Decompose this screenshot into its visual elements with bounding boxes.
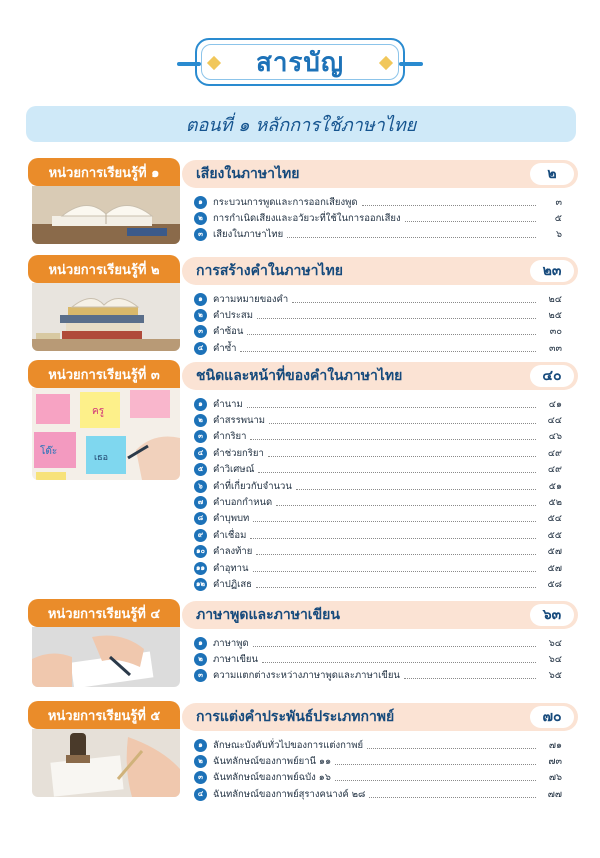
item-page: ๕๗ — [547, 546, 562, 558]
list-item[interactable] — [194, 753, 562, 769]
leader-dots — [335, 780, 536, 781]
right-ornament — [399, 62, 423, 66]
item-page: ๓๐ — [549, 326, 562, 338]
list-item[interactable] — [194, 770, 562, 786]
list-item[interactable] — [194, 527, 562, 543]
unit-4-topic-list — [194, 635, 562, 684]
leader-dots — [253, 646, 536, 647]
item-label: คำที่เกี่ยวกับจำนวน — [213, 480, 292, 492]
title-frame — [195, 38, 405, 86]
item-label: คำวิเศษณ์ — [213, 464, 255, 476]
leader-dots — [369, 797, 536, 798]
item-page: ๕๔ — [547, 513, 562, 525]
item-label: ความหมายของคำ — [213, 293, 289, 305]
item-number-badge: ๓ — [194, 669, 207, 682]
item-label: คำสรรพนาม — [213, 415, 266, 427]
note-word: เธอ — [94, 453, 108, 463]
list-item[interactable] — [194, 560, 562, 576]
list-item[interactable] — [194, 737, 562, 753]
list-item[interactable] — [194, 194, 562, 210]
item-page: ๕๗ — [547, 562, 562, 574]
leader-dots — [250, 538, 536, 539]
leader-dots — [253, 571, 537, 572]
unit-title[interactable]: ชนิดและหน้าที่ของคำในภาษาไทย — [196, 368, 403, 384]
item-label: ภาษาเขียน — [213, 654, 258, 666]
item-label: คำกริยา — [213, 431, 247, 443]
item-page: ๕๕ — [547, 529, 562, 541]
leader-dots — [256, 587, 536, 588]
item-label: คำอุทาน — [213, 562, 249, 574]
leader-dots — [262, 662, 536, 663]
item-number-badge: ๕ — [194, 463, 207, 476]
item-page: ๖๔ — [548, 654, 562, 666]
list-item[interactable] — [194, 210, 562, 226]
unit-tab — [28, 255, 180, 283]
item-number-badge: ๑๑ — [194, 562, 207, 575]
item-number-badge: ๓ — [194, 228, 207, 241]
item-number-badge: ๔ — [194, 447, 207, 460]
unit-5-image — [32, 729, 180, 797]
item-number-badge: ๒ — [194, 212, 207, 225]
leader-dots — [240, 351, 536, 352]
list-item[interactable] — [194, 511, 562, 527]
list-item[interactable] — [194, 291, 562, 307]
unit-tab-label: หน่วยการเรียนรู้ที่ ๔ — [47, 606, 161, 622]
list-item[interactable] — [194, 412, 562, 428]
unit-tab — [28, 158, 180, 186]
unit-page-number: ๒ — [530, 163, 574, 185]
item-page: ๕๒ — [548, 497, 562, 509]
unit-section-1 — [26, 158, 578, 248]
page-title: สารบัญ — [255, 47, 345, 78]
leader-dots — [256, 554, 536, 555]
item-number-badge: ๙ — [194, 529, 207, 542]
item-label: คำช่วยกริยา — [213, 447, 264, 459]
unit-tab-label: หน่วยการเรียนรู้ที่ ๒ — [48, 262, 160, 278]
item-number-badge: ๗ — [194, 496, 207, 509]
leader-dots — [405, 221, 536, 222]
item-number-badge: ๓ — [194, 430, 207, 443]
item-label: คำเชื่อม — [213, 529, 247, 541]
item-number-badge: ๔ — [194, 788, 207, 801]
item-label: คำลงท้าย — [213, 546, 253, 558]
unit-tab-label: หน่วยการเรียนรู้ที่ ๓ — [48, 367, 160, 383]
item-page: ๓๓ — [549, 342, 562, 354]
list-item[interactable] — [194, 668, 562, 684]
list-item[interactable] — [194, 340, 562, 356]
right-diamond-icon — [379, 56, 393, 70]
item-label: ฉันทลักษณ์ของกาพย์ฉบัง ๑๖ — [213, 772, 331, 784]
unit-5-topic-list — [194, 737, 562, 803]
item-page: ๔๖ — [548, 431, 562, 443]
item-page: ๖ — [555, 229, 562, 241]
left-ornament — [177, 62, 201, 66]
unit-1-topic-list — [194, 194, 562, 243]
list-item[interactable] — [194, 462, 562, 478]
item-label: ภาษาพูด — [213, 637, 249, 649]
leader-dots — [367, 748, 536, 749]
item-label: เสียงในภาษาไทย — [213, 229, 284, 241]
item-number-badge: ๑ — [194, 398, 207, 411]
item-page: ๔๑ — [548, 398, 562, 410]
list-item[interactable] — [194, 544, 562, 560]
unit-title[interactable]: ภาษาพูดและภาษาเขียน — [196, 607, 340, 623]
unit-tab — [28, 360, 180, 388]
unit-title[interactable]: การสร้างคำในภาษาไทย — [196, 263, 343, 279]
item-page: ๖๕ — [548, 670, 562, 682]
unit-2-image — [32, 283, 180, 351]
unit-title[interactable]: เสียงในภาษาไทย — [196, 166, 300, 182]
list-item[interactable] — [194, 227, 562, 243]
list-item[interactable] — [194, 429, 562, 445]
unit-heading — [182, 257, 578, 285]
item-number-badge: ๒ — [194, 755, 207, 768]
item-label: ความแตกต่างระหว่างภาษาพูดและภาษาเขียน — [213, 670, 400, 682]
unit-page-number: ๔๐ — [530, 365, 574, 387]
leader-dots — [404, 678, 536, 679]
item-label: ฉันทลักษณ์ของกาพย์สุรางคนางค์ ๒๘ — [213, 788, 366, 800]
item-label: คำปฏิเสธ — [213, 578, 252, 590]
item-number-badge: ๖ — [194, 480, 207, 493]
item-page: ๒๔ — [548, 293, 562, 305]
unit-tab — [28, 599, 180, 627]
item-page: ๔๙ — [547, 447, 562, 459]
item-page: ๗๖ — [548, 772, 562, 784]
item-page: ๖๔ — [548, 637, 562, 649]
item-page: ๕ — [554, 213, 562, 225]
item-page: ๒๕ — [548, 310, 562, 322]
leader-dots — [247, 407, 536, 408]
item-page: ๗๗ — [547, 788, 562, 800]
note-word: ครู — [92, 406, 105, 417]
unit-tab — [28, 701, 180, 729]
unit-1-image — [32, 186, 180, 244]
list-item[interactable] — [194, 576, 562, 592]
unit-heading — [182, 160, 578, 188]
part-heading — [26, 106, 576, 142]
item-number-badge: ๑๐ — [194, 545, 207, 558]
leader-dots — [276, 505, 536, 506]
item-label: คำบุพบท — [213, 513, 250, 525]
item-label: คำซ้อน — [213, 326, 244, 338]
item-number-badge: ๓ — [194, 325, 207, 338]
unit-3-image — [32, 388, 180, 480]
unit-section-4 — [26, 599, 578, 691]
unit-page-number: ๒๓ — [530, 260, 574, 282]
unit-tab-label: หน่วยการเรียนรู้ที่ ๑ — [48, 165, 160, 181]
unit-4-image — [32, 627, 180, 687]
unit-heading — [182, 703, 578, 731]
item-label: การกำเนิดเสียงและอวัยวะที่ใช้ในการออกเสียง — [213, 213, 401, 225]
leader-dots — [296, 489, 536, 490]
item-number-badge: ๑ — [194, 637, 207, 650]
leader-dots — [258, 472, 536, 473]
item-number-badge: ๒ — [194, 414, 207, 427]
unit-tab-label: หน่วยการเรียนรู้ที่ ๕ — [47, 708, 161, 724]
list-item[interactable] — [194, 494, 562, 510]
item-page: ๕๘ — [547, 578, 562, 590]
item-number-badge: ๒ — [194, 653, 207, 666]
item-page: ๕๑ — [548, 480, 562, 492]
item-number-badge: ๒ — [194, 309, 207, 322]
item-number-badge: ๔ — [194, 342, 207, 355]
item-label: คำบอกกำหนด — [213, 497, 273, 509]
part-title: ตอนที่ ๑ หลักการใช้ภาษาไทย — [185, 114, 417, 136]
item-number-badge: ๑ — [194, 293, 207, 306]
unit-3-topic-list — [194, 396, 562, 593]
item-label: คำประสม — [213, 310, 253, 322]
leader-dots — [268, 456, 536, 457]
left-diamond-icon — [207, 56, 221, 70]
unit-heading — [182, 362, 578, 390]
list-item[interactable] — [194, 651, 562, 667]
leader-dots — [247, 334, 536, 335]
item-page: ๔๙ — [547, 464, 562, 476]
unit-heading — [182, 601, 578, 629]
item-page: ๓ — [555, 196, 562, 208]
leader-dots — [287, 237, 536, 238]
item-label: คำซ้ำ — [213, 342, 237, 354]
item-number-badge: ๓ — [194, 771, 207, 784]
note-word: โต๊ะ — [40, 446, 58, 457]
item-page: ๗๑ — [548, 739, 562, 751]
item-number-badge: ๘ — [194, 512, 207, 525]
item-number-badge: ๑ — [194, 196, 207, 209]
toc-title-banner — [0, 38, 600, 94]
unit-2-topic-list — [194, 291, 562, 357]
leader-dots — [257, 318, 536, 319]
unit-section-2 — [26, 255, 578, 353]
unit-page-number: ๖๓ — [530, 604, 574, 626]
item-label: คำนาม — [213, 398, 243, 410]
unit-section-5 — [26, 701, 578, 801]
list-item[interactable] — [194, 307, 562, 323]
leader-dots — [269, 423, 536, 424]
leader-dots — [292, 302, 536, 303]
list-item[interactable] — [194, 324, 562, 340]
list-item[interactable] — [194, 478, 562, 494]
item-number-badge: ๑ — [194, 739, 207, 752]
leader-dots — [253, 521, 536, 522]
list-item[interactable] — [194, 396, 562, 412]
item-page: ๔๔ — [547, 415, 562, 427]
unit-title[interactable]: การแต่งคำประพันธ์ประเภทกาพย์ — [196, 709, 395, 725]
list-item[interactable] — [194, 445, 562, 461]
leader-dots — [250, 439, 536, 440]
leader-dots — [335, 764, 536, 765]
item-page: ๗๓ — [548, 756, 562, 768]
item-label: ลักษณะบังคับทั่วไปของการแต่งกาพย์ — [213, 739, 364, 751]
leader-dots — [362, 205, 536, 206]
unit-section-3 — [26, 360, 578, 590]
list-item[interactable] — [194, 786, 562, 802]
list-item[interactable] — [194, 635, 562, 651]
item-number-badge: ๑๒ — [194, 578, 207, 591]
item-label: ฉันทลักษณ์ของกาพย์ยานี ๑๑ — [213, 756, 332, 768]
unit-page-number: ๗๐ — [530, 706, 574, 728]
item-label: กระบวนการพูดและการออกเสียงพูด — [213, 196, 358, 208]
